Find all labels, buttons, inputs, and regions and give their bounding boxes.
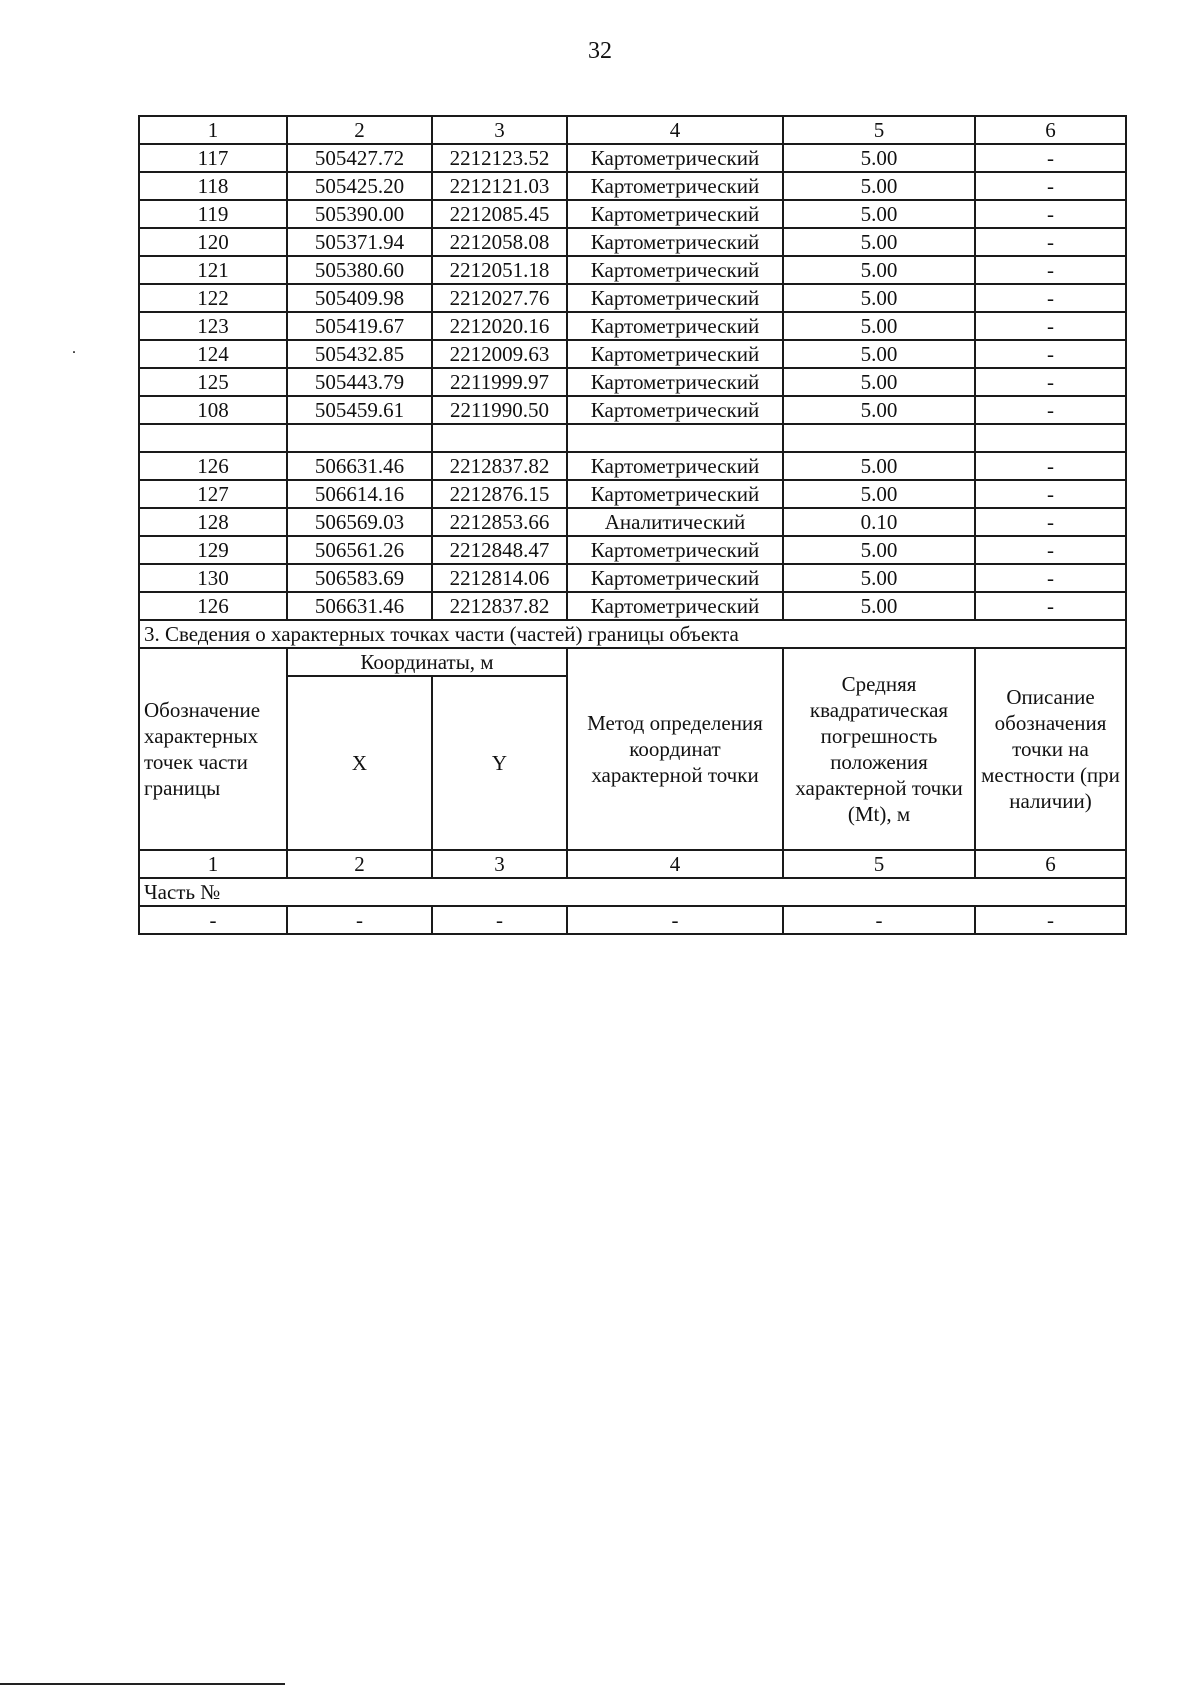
cell-1: 120 bbox=[139, 228, 287, 256]
stray-mark: . bbox=[72, 340, 76, 357]
cell-6: - bbox=[975, 396, 1126, 424]
cell-1: 128 bbox=[139, 508, 287, 536]
cell-1: 121 bbox=[139, 256, 287, 284]
cell-3: 2212853.66 bbox=[432, 508, 567, 536]
cell-2: 505380.60 bbox=[287, 256, 432, 284]
table-row bbox=[139, 452, 1126, 480]
cell-5: 5.00 bbox=[783, 536, 975, 564]
section3-header-row-1 bbox=[139, 648, 1126, 676]
cell-3: 2212009.63 bbox=[432, 340, 567, 368]
cell-2: 505459.61 bbox=[287, 396, 432, 424]
cell-4: Картометрический bbox=[567, 144, 783, 172]
cell-1: 125 bbox=[139, 368, 287, 396]
cell-5: 5.00 bbox=[783, 312, 975, 340]
cell-2: 506614.16 bbox=[287, 480, 432, 508]
cell-2: 505432.85 bbox=[287, 340, 432, 368]
cell-3: 2212876.15 bbox=[432, 480, 567, 508]
cell-4: Картометрический bbox=[567, 340, 783, 368]
empty-cell-2: - bbox=[287, 906, 432, 934]
footnote-rule bbox=[0, 1683, 285, 1685]
section3-column-number-6: 6 bbox=[975, 850, 1126, 878]
cell-6: - bbox=[975, 284, 1126, 312]
cell-5: 5.00 bbox=[783, 228, 975, 256]
cell-2: 505390.00 bbox=[287, 200, 432, 228]
header-method: Метод определения координат характерной точки bbox=[567, 648, 783, 850]
cell-6: - bbox=[975, 480, 1126, 508]
empty-cell-4: - bbox=[567, 906, 783, 934]
cell-2: 506569.03 bbox=[287, 508, 432, 536]
cell-4: Картометрический bbox=[567, 564, 783, 592]
cell-1: 119 bbox=[139, 200, 287, 228]
section3-column-number-row bbox=[139, 850, 1126, 878]
cell-3: 2211990.50 bbox=[432, 396, 567, 424]
cell-6: - bbox=[975, 536, 1126, 564]
table-row bbox=[139, 368, 1126, 396]
cell-6: - bbox=[975, 508, 1126, 536]
header-point-designation: Обозначение характерных точек части границы bbox=[139, 648, 287, 850]
table-row bbox=[139, 564, 1126, 592]
cell-4: Картометрический bbox=[567, 368, 783, 396]
cell-5: 5.00 bbox=[783, 396, 975, 424]
cell-5: 5.00 bbox=[783, 144, 975, 172]
empty-cell-6: - bbox=[975, 906, 1126, 934]
part-label: Часть № bbox=[139, 878, 1126, 906]
cell-1: 124 bbox=[139, 340, 287, 368]
cell-6: - bbox=[975, 368, 1126, 396]
cell-1: 108 bbox=[139, 396, 287, 424]
cell-5: 5.00 bbox=[783, 592, 975, 620]
cell-4: Аналитический bbox=[567, 508, 783, 536]
header-y: Y bbox=[432, 676, 567, 850]
cell-5: 5.00 bbox=[783, 200, 975, 228]
cell-3: 2211999.97 bbox=[432, 368, 567, 396]
cell-2: 505409.98 bbox=[287, 284, 432, 312]
cell-3: 2212837.82 bbox=[432, 592, 567, 620]
header-coordinates: Координаты, м bbox=[287, 648, 567, 676]
cell-6: - bbox=[975, 564, 1126, 592]
cell-5: 5.00 bbox=[783, 564, 975, 592]
cell-6: - bbox=[975, 256, 1126, 284]
section3-column-number-2: 2 bbox=[287, 850, 432, 878]
empty-cell-5: - bbox=[783, 906, 975, 934]
cell-3: 2212051.18 bbox=[432, 256, 567, 284]
section3-column-number-1: 1 bbox=[139, 850, 287, 878]
cell-5: 5.00 bbox=[783, 256, 975, 284]
cell-4: Картометрический bbox=[567, 172, 783, 200]
coordinates-table bbox=[138, 115, 1127, 935]
section3-column-number-5: 5 bbox=[783, 850, 975, 878]
table-row bbox=[139, 480, 1126, 508]
cell-1: 127 bbox=[139, 480, 287, 508]
cell-6: - bbox=[975, 592, 1126, 620]
column-number-1: 1 bbox=[139, 116, 287, 144]
cell-2: 506561.26 bbox=[287, 536, 432, 564]
column-number-4: 4 bbox=[567, 116, 783, 144]
cell-1: 123 bbox=[139, 312, 287, 340]
cell-6 bbox=[975, 424, 1126, 452]
table-row bbox=[139, 536, 1126, 564]
cell-4: Картометрический bbox=[567, 480, 783, 508]
header-error: Средняя квадратическая погрешность положения характерной точки (Mt), м bbox=[783, 648, 975, 850]
cell-3: 2212027.76 bbox=[432, 284, 567, 312]
page-number: 32 bbox=[588, 38, 612, 64]
cell-1: 122 bbox=[139, 284, 287, 312]
table-row bbox=[139, 200, 1126, 228]
cell-6: - bbox=[975, 172, 1126, 200]
cell-3: 2212837.82 bbox=[432, 452, 567, 480]
cell-6: - bbox=[975, 312, 1126, 340]
cell-5: 0.10 bbox=[783, 508, 975, 536]
cell-2 bbox=[287, 424, 432, 452]
table-row bbox=[139, 228, 1126, 256]
cell-3: 2212121.03 bbox=[432, 172, 567, 200]
section3-column-number-4: 4 bbox=[567, 850, 783, 878]
cell-2: 505425.20 bbox=[287, 172, 432, 200]
cell-4: Картометрический bbox=[567, 228, 783, 256]
table-row bbox=[139, 508, 1126, 536]
column-number-6: 6 bbox=[975, 116, 1126, 144]
cell-3 bbox=[432, 424, 567, 452]
table-row bbox=[139, 172, 1126, 200]
cell-2: 506583.69 bbox=[287, 564, 432, 592]
section3-column-number-3: 3 bbox=[432, 850, 567, 878]
cell-1: 118 bbox=[139, 172, 287, 200]
cell-6: - bbox=[975, 228, 1126, 256]
cell-6: - bbox=[975, 340, 1126, 368]
cell-2: 506631.46 bbox=[287, 592, 432, 620]
table-row bbox=[139, 144, 1126, 172]
cell-2: 505427.72 bbox=[287, 144, 432, 172]
cell-5: 5.00 bbox=[783, 172, 975, 200]
cell-3: 2212123.52 bbox=[432, 144, 567, 172]
section3-title: 3. Сведения о характерных точках части (частей) границы объекта bbox=[139, 620, 1126, 648]
cell-3: 2212058.08 bbox=[432, 228, 567, 256]
table-row bbox=[139, 592, 1126, 620]
cell-5 bbox=[783, 424, 975, 452]
empty-cell-3: - bbox=[432, 906, 567, 934]
table-row bbox=[139, 312, 1126, 340]
cell-2: 506631.46 bbox=[287, 452, 432, 480]
cell-5: 5.00 bbox=[783, 284, 975, 312]
empty-cell-1: - bbox=[139, 906, 287, 934]
table-row bbox=[139, 340, 1126, 368]
cell-4: Картометрический bbox=[567, 200, 783, 228]
cell-1: 126 bbox=[139, 452, 287, 480]
column-number-2: 2 bbox=[287, 116, 432, 144]
cell-5: 5.00 bbox=[783, 452, 975, 480]
table-row bbox=[139, 284, 1126, 312]
cell-3: 2212848.47 bbox=[432, 536, 567, 564]
column-number-3: 3 bbox=[432, 116, 567, 144]
cell-3: 2212814.06 bbox=[432, 564, 567, 592]
cell-4: Картометрический bbox=[567, 396, 783, 424]
cell-4 bbox=[567, 424, 783, 452]
cell-6: - bbox=[975, 144, 1126, 172]
cell-4: Картометрический bbox=[567, 592, 783, 620]
cell-1: 129 bbox=[139, 536, 287, 564]
table-row bbox=[139, 396, 1126, 424]
cell-5: 5.00 bbox=[783, 340, 975, 368]
cell-4: Картометрический bbox=[567, 452, 783, 480]
header-x: X bbox=[287, 676, 432, 850]
cell-1: 126 bbox=[139, 592, 287, 620]
cell-6: - bbox=[975, 452, 1126, 480]
cell-2: 505371.94 bbox=[287, 228, 432, 256]
cell-4: Картометрический bbox=[567, 284, 783, 312]
part-row bbox=[139, 878, 1126, 906]
column-number-5: 5 bbox=[783, 116, 975, 144]
column-number-row bbox=[139, 116, 1126, 144]
section3-empty-row bbox=[139, 906, 1126, 934]
cell-2: 505443.79 bbox=[287, 368, 432, 396]
header-description: Описание обозначения точки на местности (при наличии) bbox=[975, 648, 1126, 850]
cell-4: Картометрический bbox=[567, 312, 783, 340]
cell-1: 117 bbox=[139, 144, 287, 172]
cell-5: 5.00 bbox=[783, 480, 975, 508]
cell-1: 130 bbox=[139, 564, 287, 592]
cell-4: Картометрический bbox=[567, 536, 783, 564]
cell-4: Картометрический bbox=[567, 256, 783, 284]
table-row bbox=[139, 256, 1126, 284]
cell-1 bbox=[139, 424, 287, 452]
cell-5: 5.00 bbox=[783, 368, 975, 396]
cell-3: 2212020.16 bbox=[432, 312, 567, 340]
cell-2: 505419.67 bbox=[287, 312, 432, 340]
cell-6: - bbox=[975, 200, 1126, 228]
section3-title-row bbox=[139, 620, 1126, 648]
table-row bbox=[139, 424, 1126, 452]
cell-3: 2212085.45 bbox=[432, 200, 567, 228]
